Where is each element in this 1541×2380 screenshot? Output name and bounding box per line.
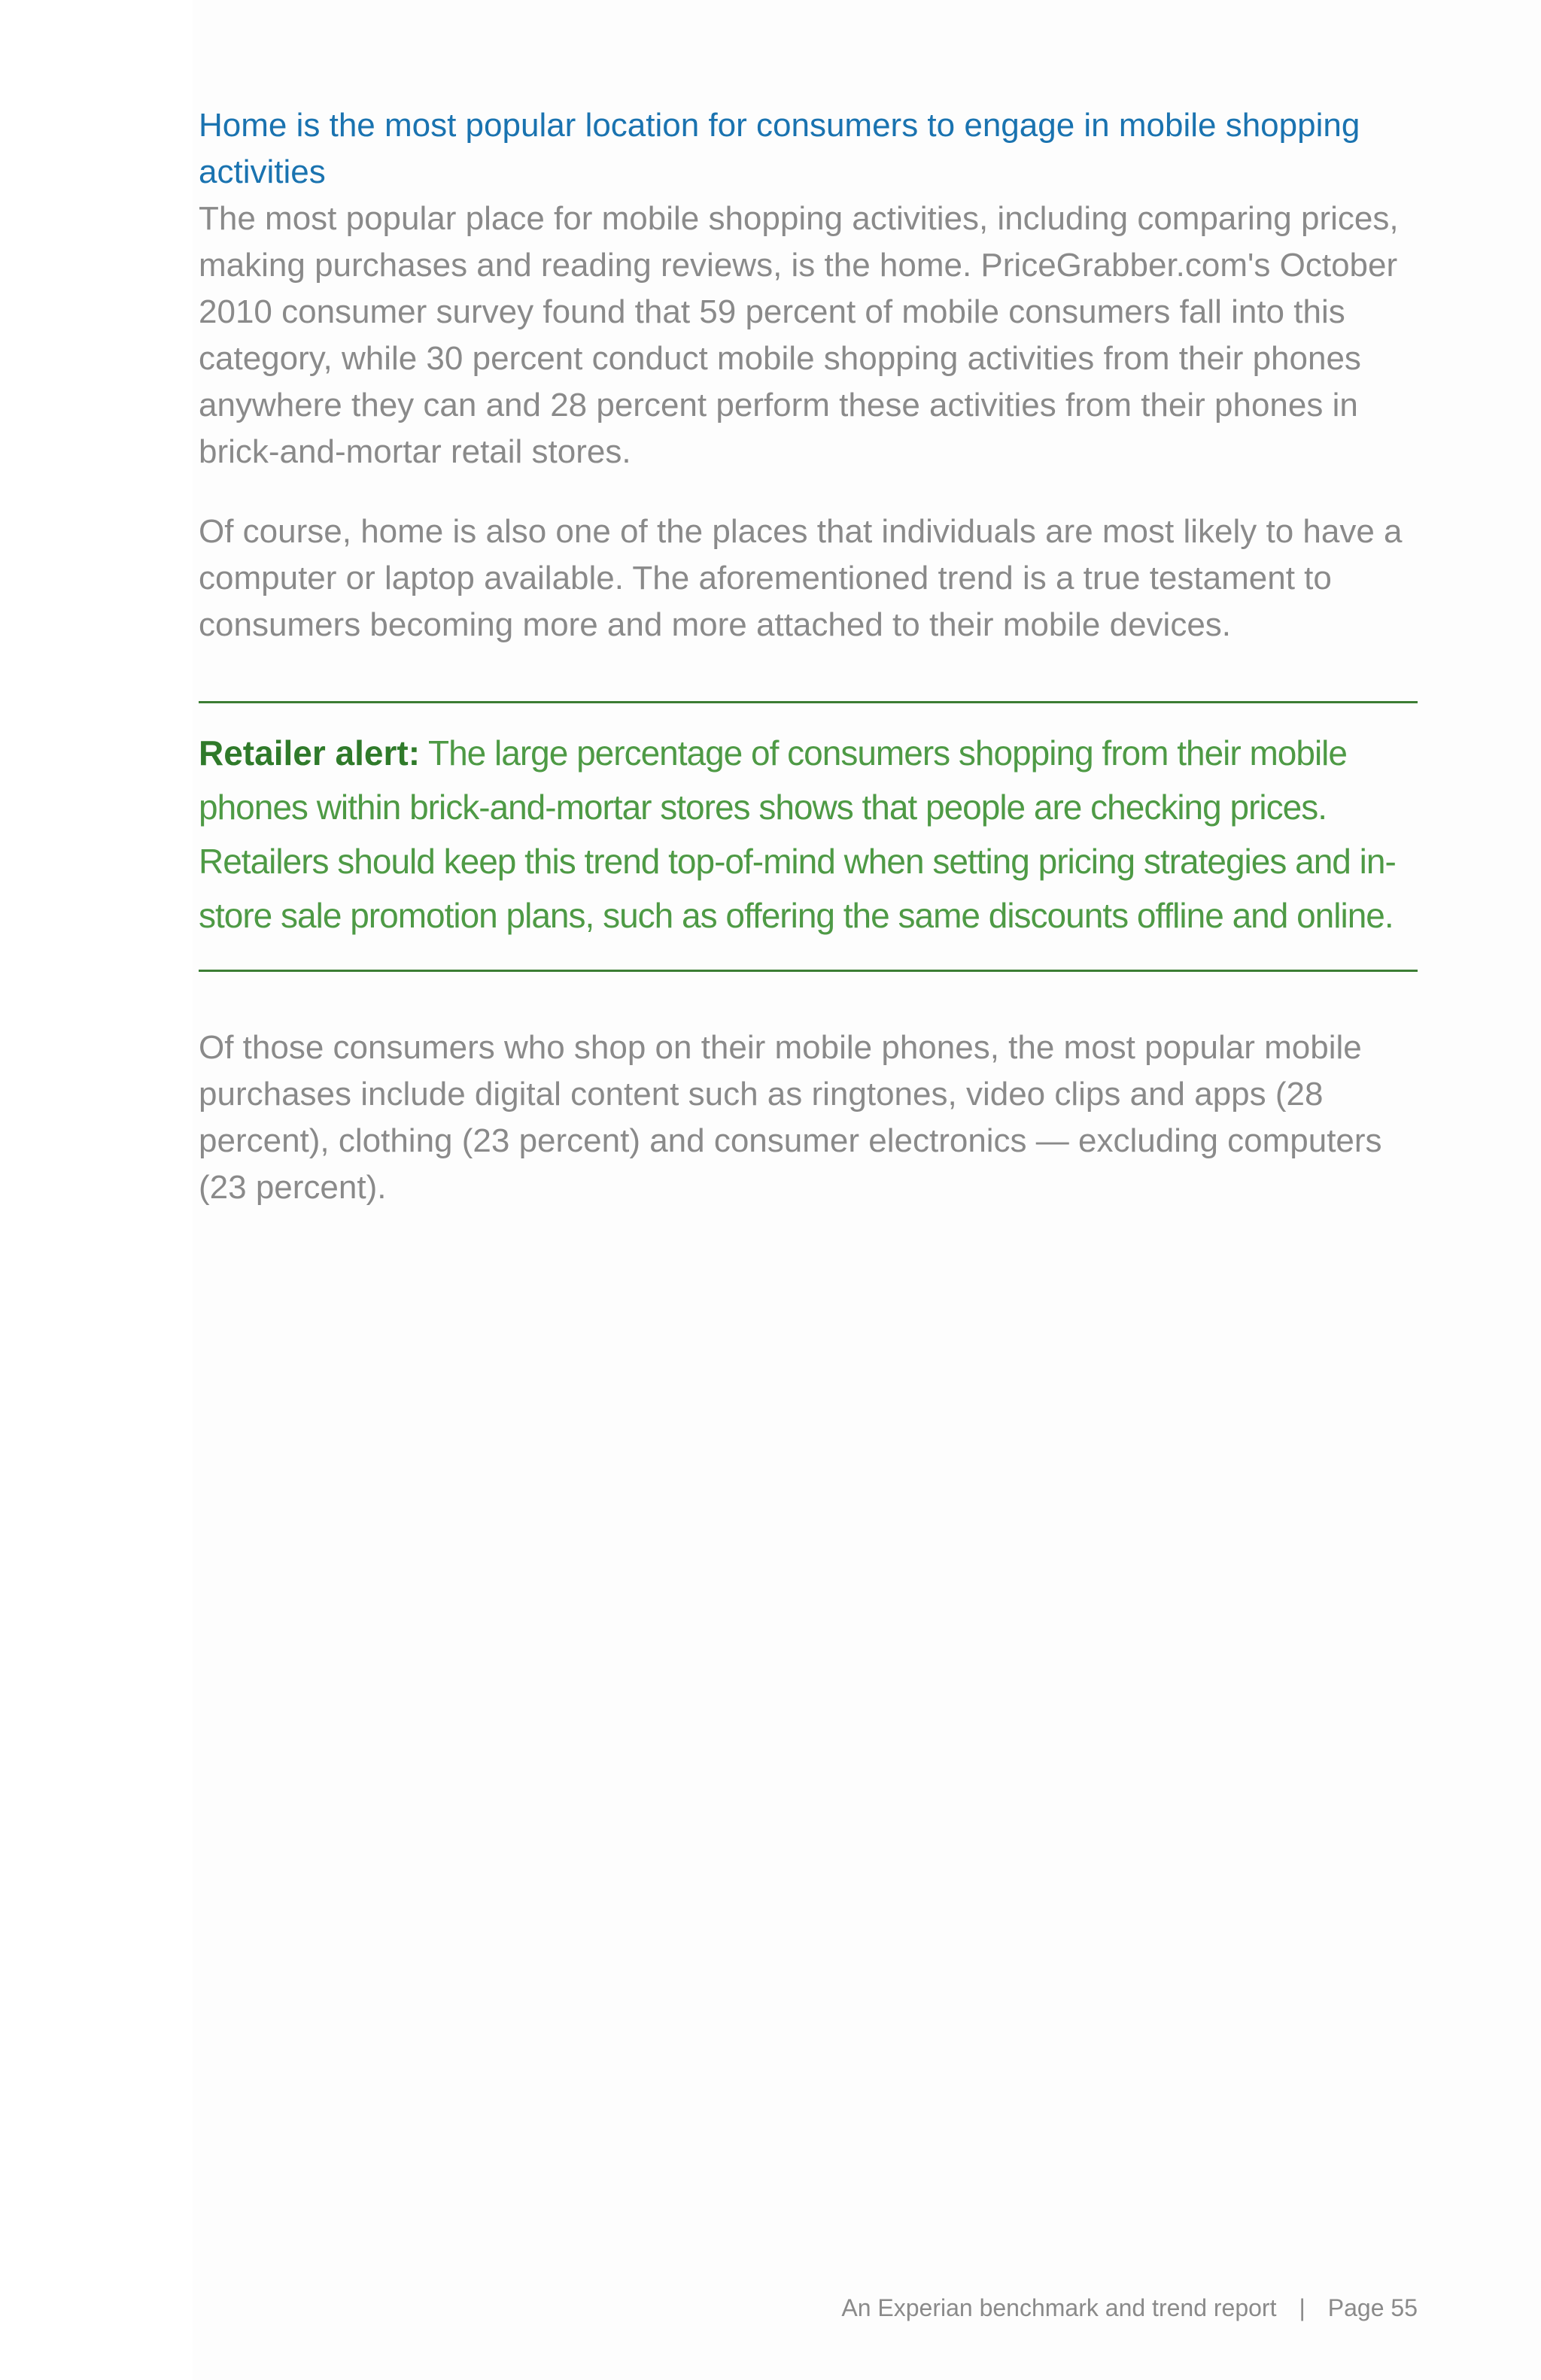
page-footer [841,2293,1418,2323]
retailer-alert-callout [199,701,1418,972]
footer-report-title: An Experian benchmark and trend report [841,2294,1277,2321]
footer-separator: | [1299,2294,1305,2321]
body-paragraph-2: Of course, home is also one of the places that individuals are most likely to have a computer or laptop available. The aforementioned trend is a true testament to consumers becoming more and more attached to their mobile devices. [199,513,1403,643]
section-heading: Home is the most popular location for consumers to engage in mobile shopping activities [199,107,1360,190]
document-body [199,102,1418,1211]
retailer-alert-label: Retailer alert: [199,733,421,773]
retailer-alert-text: The large percentage of consumers shopping from their mobile phones within brick-and-mortar stores shows that people are checking prices. Retailers should keep this trend top-of-mind when setting pricing strategies and in-store sale promotion plans, such as offering the same discounts offline and online. [199,733,1396,935]
retailer-alert-paragraph [199,726,1418,943]
footer-page-number: Page 55 [1327,2294,1418,2321]
body-paragraph-1: The most popular place for mobile shopping activities, including comparing prices, making purchases and reading reviews, is the home. PriceGrabber.com's October 2010 consumer survey found that 59 percent of mobile consumers fall into this category, while 30 percent conduct mobile shopping activities from their phones anywhere they can and 28 percent perform these activities from their phones in brick-and-mortar retail stores. [199,200,1399,470]
closing-paragraph: Of those consumers who shop on their mobile phones, the most popular mobile purchases include digital content such as ringtones, video clips and apps (28 percent), clothing (23 percent) and consumer electronics — excluding computers (23 percent). [199,1029,1382,1206]
